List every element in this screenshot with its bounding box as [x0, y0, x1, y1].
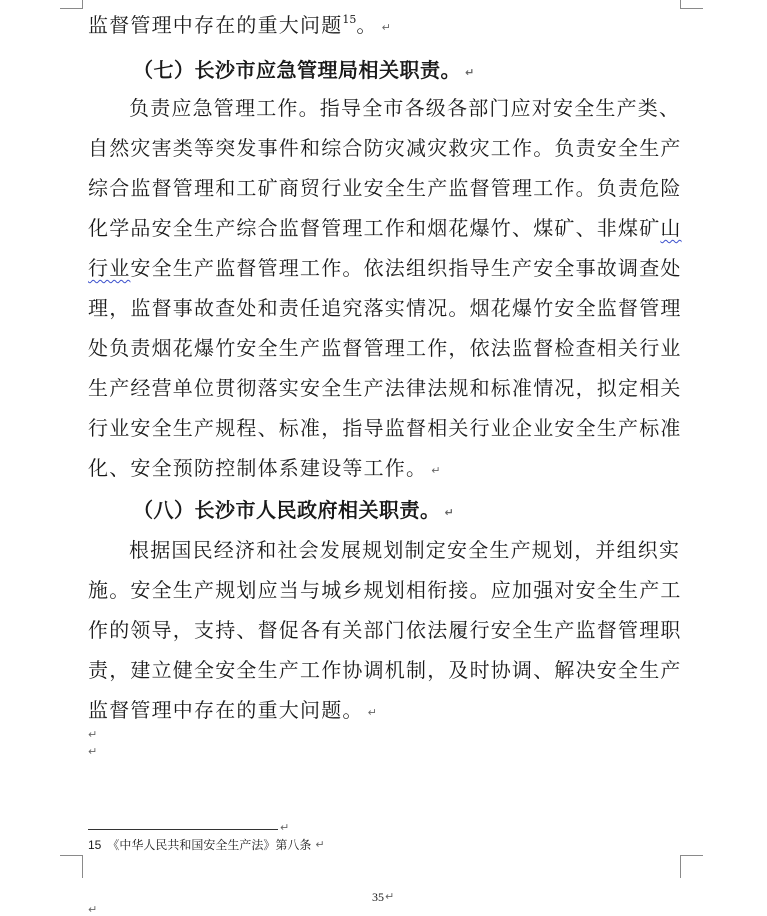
section-heading-8[interactable]: [133, 490, 723, 530]
body-line[interactable]: 责，建立健全安全生产工作协调机制，及时协调、解决安全生产: [88, 658, 682, 682]
body-line[interactable]: [88, 208, 682, 248]
spelling-underline[interactable]: 山: [660, 216, 682, 240]
continuation-end: 。: [356, 13, 378, 37]
paragraph-mark-icon: ↵: [367, 706, 379, 719]
body-line-last[interactable]: [88, 690, 678, 730]
paragraph-mark-icon: ↵: [431, 464, 442, 477]
body-line[interactable]: 负责应急管理工作。指导全市各级各部门应对安全生产类、: [129, 96, 681, 120]
section-heading-7[interactable]: [133, 50, 723, 90]
paragraph-mark-icon: ↵: [280, 821, 290, 834]
body-line-text: 监督管理中存在的重大问题。: [88, 698, 364, 722]
body-line[interactable]: 作的领导，支持、督促各有关部门依法履行安全生产监督管理职: [88, 618, 682, 642]
paragraph-mark-icon: ↵: [315, 838, 325, 851]
footnote[interactable]: [88, 836, 325, 854]
body-line[interactable]: 施。安全生产规划应当与城乡规划相衔接。应加强对安全生产工: [88, 578, 682, 602]
footnote-reference[interactable]: 15: [342, 13, 357, 26]
body-line[interactable]: 理，监督事故查处和责任追究落实情况。烟花爆竹安全监督管理: [88, 296, 682, 320]
section-heading-8-text: （八）长沙市人民政府相关职责。: [133, 498, 441, 522]
body-line[interactable]: [88, 248, 682, 288]
paragraph-mark-icon[interactable]: ↵: [88, 903, 98, 916]
body-line[interactable]: 处负责烟花爆竹安全生产监督管理工作，依法监督检查相关行业: [88, 336, 682, 360]
body-line[interactable]: 综合监督管理和工矿商贸行业安全生产监督管理工作。负责危险: [88, 176, 682, 200]
empty-paragraph-mark-icon[interactable]: ↵: [88, 728, 98, 741]
body-line[interactable]: 自然灾害类等突发事件和综合防灾减灾救灾工作。负责安全生产: [88, 136, 682, 160]
paragraph-mark-icon: ↵: [465, 66, 475, 79]
section-heading-7-text: （七）长沙市应急管理局相关职责。: [133, 58, 461, 82]
body-line[interactable]: 根据国民经济和社会发展规划制定安全生产规划，并组织实: [129, 538, 681, 562]
paragraph-mark-icon: ↵: [444, 506, 455, 519]
footnote-separator: [88, 829, 278, 830]
paragraph-mark-icon: ↵: [385, 890, 395, 903]
page-corner-top-right: [680, 0, 703, 9]
page-corner-bottom-left: [60, 855, 83, 878]
footnote-text: 《中华人民共和国安全生产法》第八条: [107, 838, 312, 852]
body-line[interactable]: 生产经营单位贯彻落实安全生产法律法规和标准情况，拟定相关: [88, 376, 682, 400]
body-line-text: 安全生产监督管理工作。依法组织指导生产安全事故调查处: [130, 256, 682, 280]
body-line-text: 化学品安全生产综合监督管理工作和烟花爆竹、煤矿、非煤矿: [88, 216, 661, 240]
footnote-number: 15: [88, 838, 102, 852]
continuation-line[interactable]: [88, 5, 678, 45]
page-corner-top-left: [60, 0, 83, 9]
continuation-text: 监督管理中存在的重大问题: [88, 13, 343, 37]
body-line-text: 化、安全预防控制体系建设等工作。: [88, 456, 428, 480]
page-number: [372, 890, 394, 905]
page-number-text: 35: [372, 890, 384, 904]
paragraph-mark-icon: ↵: [381, 21, 393, 34]
page-corner-bottom-right: [680, 855, 703, 878]
body-line-last[interactable]: [88, 448, 678, 488]
body-line[interactable]: 行业安全生产规程、标准，指导监督相关行业企业安全生产标准: [88, 416, 682, 440]
empty-paragraph-mark-icon[interactable]: ↵: [88, 745, 98, 758]
spelling-underline[interactable]: 行业: [88, 256, 131, 280]
